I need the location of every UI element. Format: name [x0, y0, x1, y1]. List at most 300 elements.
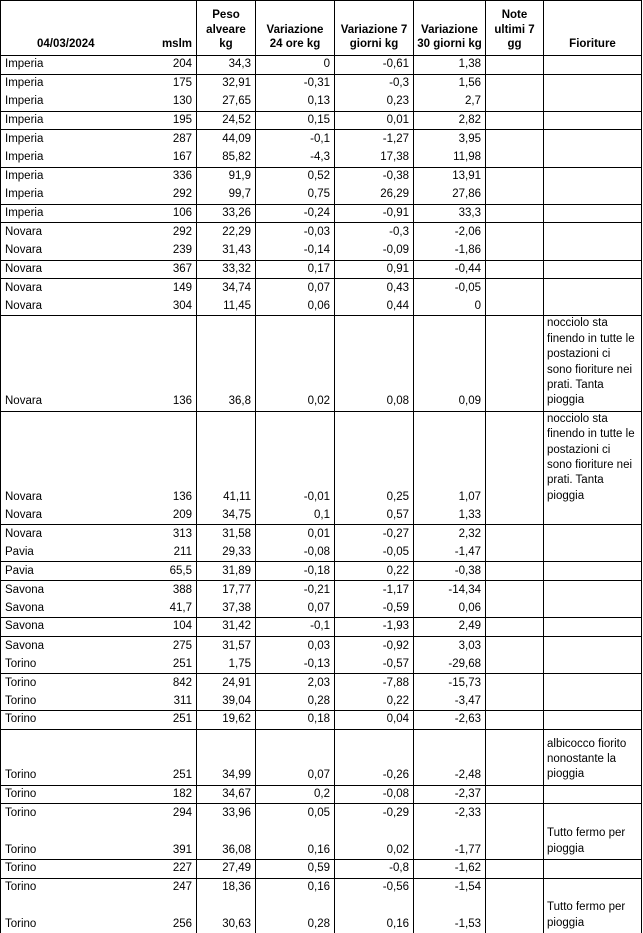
note-cell: [486, 241, 544, 260]
note-cell: [486, 636, 544, 655]
location-cell: Imperia: [5, 170, 44, 183]
var7-cell: 0,22: [335, 692, 414, 711]
location-cell: Imperia: [1, 93, 131, 112]
location-cell: Torino: [1, 823, 131, 860]
peso-cell: 31,89: [197, 562, 256, 581]
var30-cell: -0,05: [414, 279, 486, 298]
table-row: [1, 655, 642, 674]
table-row: [1, 860, 642, 879]
note-cell: [486, 655, 544, 674]
mslm-cell: 311: [131, 692, 197, 711]
var30-cell: -2,37: [414, 785, 486, 804]
fioriture-cell: Tutto fermo per pioggia: [544, 897, 642, 933]
table-row: [1, 785, 642, 804]
var24-cell: 0,16: [256, 823, 335, 860]
var30-cell: 0,09: [414, 316, 486, 411]
var30-cell: -29,68: [414, 655, 486, 674]
location-cell: Torino: [1, 860, 131, 879]
note-cell: [486, 823, 544, 860]
mslm-cell: 149: [131, 279, 197, 298]
var30-cell: -1,86: [414, 241, 486, 260]
note-cell: [486, 804, 544, 823]
location-cell: Torino: [1, 655, 131, 674]
var7-cell: 0,25: [335, 411, 414, 506]
var7-cell: -1,17: [335, 581, 414, 600]
peso-cell: 34,99: [197, 729, 256, 785]
var24-cell: 2,03: [256, 674, 335, 693]
fioriture-cell: [544, 636, 642, 655]
mslm-cell: 336: [131, 167, 197, 186]
var30-cell: -2,48: [414, 729, 486, 785]
fioriture-cell: [544, 878, 642, 897]
table-row: [1, 581, 642, 600]
mslm-cell: 391: [131, 823, 197, 860]
note-cell: [486, 878, 544, 897]
var24-cell: 0,03: [256, 636, 335, 655]
var7-cell: -1,93: [335, 618, 414, 637]
location-cell: Novara: [1, 241, 131, 260]
peso-cell: 22,29: [197, 223, 256, 242]
var30-cell: 1,07: [414, 411, 486, 506]
var24-cell: -0,18: [256, 562, 335, 581]
var24-cell: -4,3: [256, 148, 335, 167]
location-cell: Torino: [1, 711, 131, 730]
location-cell: Savona: [1, 599, 131, 618]
var24-cell: 0,52: [256, 167, 335, 186]
header-fioriture: Fioriture: [544, 1, 642, 56]
mslm-cell: 204: [131, 56, 197, 75]
mslm-cell: 130: [131, 93, 197, 112]
peso-cell: 24,91: [197, 674, 256, 693]
note-cell: [486, 525, 544, 544]
note-cell: [486, 223, 544, 242]
peso-cell: 33,26: [197, 204, 256, 223]
fioriture-cell: [544, 130, 642, 149]
var7-cell: 0,43: [335, 279, 414, 298]
table-row: [1, 279, 642, 298]
var24-cell: 0,05: [256, 804, 335, 823]
var24-cell: 0,59: [256, 860, 335, 879]
var7-cell: 0,04: [335, 711, 414, 730]
fioriture-cell: nocciolo sta finendo in tutte le postazioni ci sono fioriture nei prati. Tanta pioggia: [544, 411, 642, 506]
var24-cell: 0,07: [256, 729, 335, 785]
var7-cell: -0,29: [335, 804, 414, 823]
location-cell: Savona: [5, 639, 45, 652]
fioriture-cell: [544, 692, 642, 711]
var24-cell: -0,14: [256, 241, 335, 260]
fioriture-cell: [544, 785, 642, 804]
peso-cell: 34,67: [197, 785, 256, 804]
fioriture-cell: [544, 297, 642, 316]
var24-cell: 0,15: [256, 111, 335, 130]
var30-cell: -1,53: [414, 897, 486, 933]
note-cell: [486, 674, 544, 693]
location-cell: Torino: [1, 729, 131, 785]
location-cell: Savona: [5, 583, 45, 596]
location-cell: Novara: [5, 527, 43, 540]
note-cell: [486, 204, 544, 223]
var24-cell: 0,2: [256, 785, 335, 804]
peso-cell: 99,7: [197, 186, 256, 205]
var7-cell: -0,26: [335, 729, 414, 785]
note-cell: [486, 860, 544, 879]
peso-cell: 34,75: [197, 506, 256, 525]
var30-cell: -1,62: [414, 860, 486, 879]
var24-cell: 0,1: [256, 506, 335, 525]
var7-cell: -0,09: [335, 241, 414, 260]
var30-cell: 0,06: [414, 599, 486, 618]
var30-cell: 0: [414, 297, 486, 316]
location-cell: Novara: [1, 297, 131, 316]
location-cell: Imperia: [5, 133, 44, 146]
table-row: [1, 130, 642, 149]
note-cell: [486, 729, 544, 785]
peso-cell: 33,96: [197, 804, 256, 823]
table-row: [1, 543, 642, 562]
location-cell: Imperia: [1, 204, 131, 223]
table-row: [1, 562, 642, 581]
note-cell: [486, 74, 544, 93]
peso-cell: 24,52: [197, 111, 256, 130]
table-row: [1, 897, 642, 933]
header-variazione-7gg: Variazione 7 giorni kg: [335, 1, 414, 56]
var24-cell: 0,16: [256, 878, 335, 897]
mslm-cell: 227: [131, 860, 197, 879]
peso-cell: 19,62: [197, 711, 256, 730]
table-row: [1, 223, 642, 242]
location-cell: Pavia: [1, 543, 131, 562]
var30-cell: -2,06: [414, 223, 486, 242]
var30-cell: 2,7: [414, 93, 486, 112]
mslm-cell: 256: [131, 897, 197, 933]
location-cell: Novara: [1, 316, 131, 411]
var30-cell: 1,33: [414, 506, 486, 525]
note-cell: [486, 711, 544, 730]
location-cell: Novara: [5, 490, 43, 503]
peso-cell: 31,43: [197, 241, 256, 260]
table-row: [1, 525, 642, 544]
mslm-cell: 388: [131, 581, 197, 600]
var24-cell: 0,28: [256, 692, 335, 711]
var30-cell: -15,73: [414, 674, 486, 693]
var24-cell: 0,28: [256, 897, 335, 933]
mslm-cell: 247: [131, 878, 197, 897]
mslm-cell: 292: [131, 186, 197, 205]
note-cell: [486, 506, 544, 525]
mslm-cell: 251: [131, 729, 197, 785]
table-row: [1, 506, 642, 525]
location-cell: Imperia: [1, 56, 131, 75]
var24-cell: -0,03: [256, 223, 335, 242]
var30-cell: -2,33: [414, 804, 486, 823]
mslm-cell: 104: [131, 618, 197, 637]
fioriture-cell: [544, 562, 642, 581]
var24-cell: 0,17: [256, 260, 335, 279]
table-row: [1, 111, 642, 130]
mslm-cell: 251: [131, 711, 197, 730]
table-row: [1, 823, 642, 860]
location-cell: Torino: [1, 785, 131, 804]
var30-cell: 3,95: [414, 130, 486, 149]
var7-cell: 0,23: [335, 93, 414, 112]
note-cell: [486, 297, 544, 316]
peso-cell: 33,32: [197, 260, 256, 279]
note-cell: [486, 562, 544, 581]
var24-cell: -0,08: [256, 543, 335, 562]
location-cell: Novara: [1, 260, 131, 279]
var24-cell: 0,75: [256, 186, 335, 205]
table-row: [1, 186, 642, 205]
var7-cell: -1,27: [335, 130, 414, 149]
peso-cell: 34,3: [197, 56, 256, 75]
note-cell: [486, 93, 544, 112]
table-row: [1, 674, 642, 693]
var7-cell: 0,16: [335, 897, 414, 933]
header-date: 04/03/2024: [1, 1, 131, 56]
location-cell: Torino: [5, 807, 37, 820]
fioriture-cell: [544, 167, 642, 186]
fioriture-cell: [544, 279, 642, 298]
fioriture-cell: [544, 148, 642, 167]
var7-cell: 0,01: [335, 111, 414, 130]
fioriture-cell: [544, 599, 642, 618]
var7-cell: 0,91: [335, 260, 414, 279]
note-cell: [486, 581, 544, 600]
fioriture-cell: Tutto fermo per pioggia: [544, 823, 642, 860]
location-cell: Pavia: [1, 562, 131, 581]
peso-cell: 11,45: [197, 297, 256, 316]
var24-cell: 0,07: [256, 279, 335, 298]
var7-cell: -0,56: [335, 878, 414, 897]
fioriture-cell: [544, 618, 642, 637]
var30-cell: 3,03: [414, 636, 486, 655]
var7-cell: -0,3: [335, 223, 414, 242]
note-cell: [486, 316, 544, 411]
peso-cell: 36,8: [197, 316, 256, 411]
note-cell: [486, 260, 544, 279]
table-row: [1, 74, 642, 93]
fioriture-cell: [544, 543, 642, 562]
peso-cell: 31,58: [197, 525, 256, 544]
mslm-cell: 211: [131, 543, 197, 562]
note-cell: [486, 111, 544, 130]
header-row: [1, 1, 642, 56]
var24-cell: 0: [256, 56, 335, 75]
mslm-cell: 182: [131, 785, 197, 804]
peso-cell: 27,65: [197, 93, 256, 112]
var24-cell: 0,02: [256, 316, 335, 411]
table-row: [1, 711, 642, 730]
var24-cell: 0,06: [256, 297, 335, 316]
var30-cell: 1,56: [414, 74, 486, 93]
fioriture-cell: [544, 204, 642, 223]
var24-cell: -0,24: [256, 204, 335, 223]
var7-cell: 0,44: [335, 297, 414, 316]
note-cell: [486, 618, 544, 637]
peso-cell: 18,36: [197, 878, 256, 897]
var30-cell: 33,3: [414, 204, 486, 223]
var7-cell: -0,61: [335, 56, 414, 75]
var24-cell: -0,21: [256, 581, 335, 600]
table-row: [1, 411, 642, 506]
location-cell: Imperia: [1, 186, 131, 205]
peso-cell: 39,04: [197, 692, 256, 711]
location-cell: Torino: [1, 897, 131, 933]
mslm-cell: 175: [131, 74, 197, 93]
var7-cell: -7,88: [335, 674, 414, 693]
peso-cell: 27,49: [197, 860, 256, 879]
peso-cell: 29,33: [197, 543, 256, 562]
fioriture-cell: nocciolo sta finendo in tutte le postazioni ci sono fioriture nei prati. Tanta pioggia: [544, 316, 642, 411]
peso-cell: 17,77: [197, 581, 256, 600]
mslm-cell: 195: [131, 111, 197, 130]
var7-cell: -0,92: [335, 636, 414, 655]
note-cell: [486, 897, 544, 933]
peso-cell: 31,57: [197, 636, 256, 655]
var7-cell: -0,8: [335, 860, 414, 879]
peso-cell: 34,74: [197, 279, 256, 298]
var30-cell: 2,32: [414, 525, 486, 544]
var24-cell: -0,13: [256, 655, 335, 674]
table-row: [1, 316, 642, 411]
var30-cell: -0,44: [414, 260, 486, 279]
table-row: [1, 260, 642, 279]
peso-cell: 1,75: [197, 655, 256, 674]
note-cell: [486, 279, 544, 298]
var30-cell: -1,77: [414, 823, 486, 860]
var30-cell: -3,47: [414, 692, 486, 711]
var7-cell: -0,05: [335, 543, 414, 562]
var24-cell: 0,13: [256, 93, 335, 112]
fioriture-cell: [544, 581, 642, 600]
var30-cell: -2,63: [414, 711, 486, 730]
note-cell: [486, 785, 544, 804]
var7-cell: 0,02: [335, 823, 414, 860]
peso-cell: 31,42: [197, 618, 256, 637]
var7-cell: -0,08: [335, 785, 414, 804]
var24-cell: -0,31: [256, 74, 335, 93]
note-cell: [486, 148, 544, 167]
table-row: [1, 93, 642, 112]
var7-cell: 26,29: [335, 186, 414, 205]
fioriture-cell: albicocco fiorito nonostante la pioggia: [544, 729, 642, 785]
header-mslm: mslm: [131, 1, 197, 56]
var24-cell: 0,18: [256, 711, 335, 730]
var30-cell: 13,91: [414, 167, 486, 186]
mslm-cell: 842: [131, 674, 197, 693]
location-cell: Novara: [1, 506, 131, 525]
peso-cell: 32,91: [197, 74, 256, 93]
location-cell: Imperia: [5, 77, 44, 90]
table-body: [1, 56, 642, 933]
peso-cell: 44,09: [197, 130, 256, 149]
fioriture-cell: [544, 56, 642, 75]
table-row: [1, 241, 642, 260]
location-cell: Imperia: [1, 148, 131, 167]
peso-cell: 85,82: [197, 148, 256, 167]
fioriture-cell: [544, 74, 642, 93]
table-row: [1, 692, 642, 711]
note-cell: [486, 167, 544, 186]
var7-cell: -0,91: [335, 204, 414, 223]
note-cell: [486, 411, 544, 506]
var7-cell: 0,22: [335, 562, 414, 581]
fioriture-cell: [544, 525, 642, 544]
var30-cell: 1,38: [414, 56, 486, 75]
note-cell: [486, 186, 544, 205]
var24-cell: -0,1: [256, 618, 335, 637]
note-cell: [486, 692, 544, 711]
fioriture-cell: [544, 260, 642, 279]
header-note-7gg: Note ultimi 7 gg: [486, 1, 544, 56]
table-row: [1, 204, 642, 223]
table-row: [1, 636, 642, 655]
location-cell: Savona: [1, 618, 131, 637]
fioriture-cell: [544, 111, 642, 130]
peso-cell: 37,38: [197, 599, 256, 618]
mslm-cell: 209: [131, 506, 197, 525]
mslm-cell: 367: [131, 260, 197, 279]
note-cell: [486, 599, 544, 618]
peso-cell: 91,9: [197, 167, 256, 186]
var30-cell: 11,98: [414, 148, 486, 167]
var7-cell: -0,59: [335, 599, 414, 618]
fioriture-cell: [544, 674, 642, 693]
header-variazione-24h: Variazione 24 ore kg: [256, 1, 335, 56]
note-cell: [486, 543, 544, 562]
peso-cell: 36,08: [197, 823, 256, 860]
var7-cell: -0,27: [335, 525, 414, 544]
fioriture-cell: [544, 804, 642, 823]
var30-cell: -0,38: [414, 562, 486, 581]
table-row: [1, 729, 642, 785]
mslm-cell: 41,7: [131, 599, 197, 618]
table-row: [1, 297, 642, 316]
var7-cell: -0,57: [335, 655, 414, 674]
var7-cell: 0,08: [335, 316, 414, 411]
var7-cell: -0,38: [335, 167, 414, 186]
var30-cell: 27,86: [414, 186, 486, 205]
header-peso-alveare: Peso alveare kg: [197, 1, 256, 56]
peso-cell: 41,11: [197, 411, 256, 506]
table-row: [1, 618, 642, 637]
location-cell: Novara: [5, 226, 43, 239]
var7-cell: 17,38: [335, 148, 414, 167]
location-cell: Imperia: [1, 111, 131, 130]
mslm-cell: 287: [131, 130, 197, 149]
fioriture-cell: [544, 860, 642, 879]
var30-cell: 2,82: [414, 111, 486, 130]
table-row: [1, 148, 642, 167]
fioriture-cell: [544, 241, 642, 260]
mslm-cell: 294: [131, 804, 197, 823]
fioriture-cell: [544, 93, 642, 112]
location-cell: Novara: [5, 281, 43, 294]
fioriture-cell: [544, 655, 642, 674]
mslm-cell: 251: [131, 655, 197, 674]
header-variazione-30gg: Variazione 30 giorni kg: [414, 1, 486, 56]
var7-cell: 0,57: [335, 506, 414, 525]
var30-cell: -1,54: [414, 878, 486, 897]
mslm-cell: 106: [131, 204, 197, 223]
var30-cell: 2,49: [414, 618, 486, 637]
var24-cell: 0,07: [256, 599, 335, 618]
peso-cell: 30,63: [197, 897, 256, 933]
mslm-cell: 275: [131, 636, 197, 655]
mslm-cell: 65,5: [131, 562, 197, 581]
var24-cell: 0,01: [256, 525, 335, 544]
mslm-cell: 136: [131, 411, 197, 506]
